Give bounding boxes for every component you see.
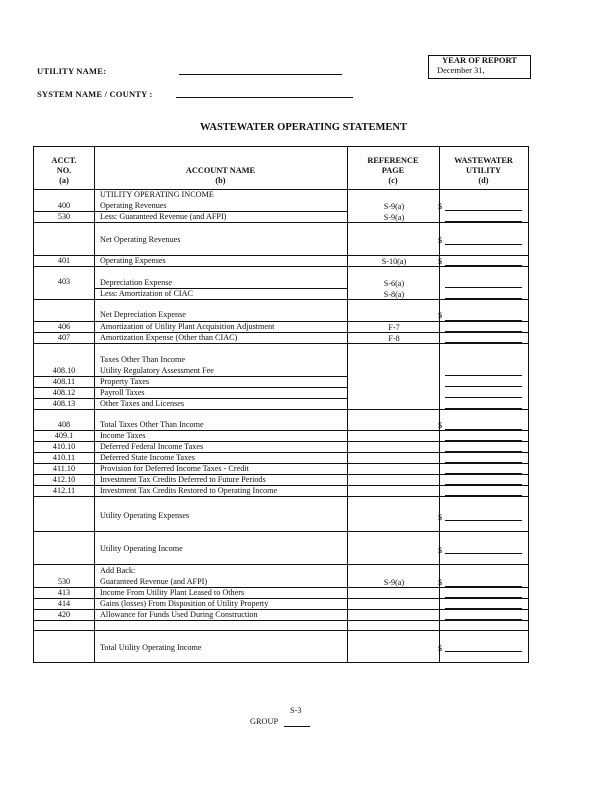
- acct-408: 408: [57, 420, 71, 429]
- value-entry-line[interactable]: [445, 440, 522, 441]
- add-back-heading: Add Back:: [100, 566, 136, 575]
- value-entry-line[interactable]: [445, 619, 522, 620]
- less-amortization-ciac-ref: S-8(a): [383, 290, 405, 299]
- operating-statement-table: [33, 146, 529, 663]
- row-420-name: Allowance for Funds Used During Construction: [100, 610, 258, 619]
- less-amortization-ciac: Less: Amortization of CIAC: [100, 289, 194, 298]
- acct-410-11: 410.11: [52, 453, 76, 462]
- acct-408-13: 408.13: [52, 399, 76, 408]
- value-entry-line[interactable]: [445, 586, 522, 587]
- value-entry-line[interactable]: [445, 473, 522, 474]
- row-530-ref: S-9(a): [383, 213, 405, 222]
- value-entry-line[interactable]: [445, 375, 522, 376]
- dollar-sign: $: [438, 202, 443, 211]
- value-entry-line[interactable]: [445, 451, 522, 452]
- row-408-12-name: Payroll Taxes: [100, 388, 145, 397]
- utility-operating-income: Utility Operating Income: [100, 544, 183, 553]
- value-entry-line[interactable]: [445, 520, 522, 521]
- acct-412-10: 412.10: [52, 475, 76, 484]
- dollar-sign: $: [438, 546, 443, 555]
- net-operating-revenues: Net Operating Revenues: [100, 235, 181, 244]
- acct-530: 530: [57, 212, 71, 221]
- utility-operating-expenses: Utility Operating Expenses: [100, 511, 190, 520]
- value-entry-line[interactable]: [445, 298, 522, 299]
- year-of-report-box: [428, 55, 531, 79]
- value-entry-line[interactable]: [445, 484, 522, 485]
- row-412-10-name: Investment Tax Credits Deferred to Future Periods: [100, 475, 266, 484]
- row-530-add-name: Guaranteed Revenue (and AFPI): [100, 577, 208, 586]
- dollar-sign: $: [438, 513, 443, 522]
- col-divider-a: [94, 147, 95, 662]
- utility-name-field[interactable]: [179, 74, 342, 75]
- row-408-13-name: Other Taxes and Licenses: [100, 399, 185, 408]
- system-name-field[interactable]: [176, 97, 353, 98]
- acct-408-10: 408.10: [52, 366, 76, 375]
- row-401-name: Operating Expenses: [100, 256, 166, 265]
- group-label: GROUP: [250, 717, 279, 726]
- dollar-sign: $: [438, 644, 443, 653]
- value-entry-line[interactable]: [445, 386, 522, 387]
- year-of-report-value: December 31,: [437, 64, 485, 75]
- row-408-10-name: Utility Regulatory Assessment Fee: [100, 366, 214, 375]
- taxes-other-heading: Taxes Other Than Income: [100, 355, 185, 364]
- row-410-11-name: Deferred State Income Taxes: [100, 453, 195, 462]
- row-400-name: Operating Revenues: [100, 201, 167, 210]
- row-408-name: Total Taxes Other Than Income: [100, 420, 204, 429]
- dollar-sign: $: [438, 578, 443, 587]
- acct-408-12: 408.12: [52, 388, 76, 397]
- row-401-ref: S-10(a): [381, 257, 407, 266]
- value-entry-line[interactable]: [445, 651, 522, 652]
- row-530-name: Less: Guaranteed Revenue (and AFPI): [100, 212, 227, 221]
- row-530-add-ref: S-9(a): [383, 578, 405, 587]
- acct-411-10: 411.10: [52, 464, 76, 473]
- dollar-sign: $: [438, 311, 443, 320]
- dollar-sign: $: [438, 236, 443, 245]
- account-name-header: ACCOUNT NAME (b): [185, 166, 256, 185]
- dollar-sign: $: [438, 257, 443, 266]
- total-utility-operating-income: Total Utility Operating Income: [100, 643, 202, 652]
- acct-406: 406: [57, 322, 71, 331]
- reference-header: REFERENCE PAGE (c): [367, 156, 419, 185]
- value-entry-line[interactable]: [445, 210, 522, 211]
- acct-401: 401: [57, 256, 71, 265]
- acct-414: 414: [57, 599, 71, 608]
- acct-410-10: 410.10: [52, 442, 76, 451]
- row-409-1-name: Income Taxes: [100, 431, 146, 440]
- acct-530-add: 530: [57, 577, 71, 586]
- wastewater-header: WASTEWATER UTILITY (d): [454, 156, 513, 185]
- value-entry-line[interactable]: [445, 342, 522, 343]
- value-entry-line[interactable]: [445, 320, 522, 321]
- row-400-ref: S-9(a): [383, 202, 405, 211]
- acct-403: 403: [57, 277, 71, 286]
- row-403-ref: S-6(a): [383, 279, 405, 288]
- row-406-ref: F-7: [388, 323, 400, 332]
- value-entry-line[interactable]: [445, 462, 522, 463]
- row-413-name: Income From Utility Plant Leased to Others: [100, 588, 245, 597]
- row-407-ref: F-8: [388, 334, 400, 343]
- row-412-11-name: Investment Tax Credits Restored to Operating Income: [100, 486, 278, 495]
- value-entry-line[interactable]: [445, 608, 522, 609]
- dollar-sign: $: [438, 421, 443, 430]
- value-entry-line[interactable]: [445, 265, 522, 266]
- row-410-10-name: Deferred Federal Income Taxes: [100, 442, 204, 451]
- section-heading: UTILITY OPERATING INCOME: [100, 190, 214, 199]
- acct-407: 407: [57, 333, 71, 342]
- acct-408-11: 408.11: [52, 377, 76, 386]
- value-entry-line[interactable]: [445, 429, 522, 430]
- row-414-name: Gains (losses) From Disposition of Utility Property: [100, 599, 269, 608]
- value-entry-line[interactable]: [445, 553, 522, 554]
- acct-413: 413: [57, 588, 71, 597]
- row-407-name: Amortization Expense (Other than CIAC): [100, 333, 238, 342]
- value-entry-line[interactable]: [445, 408, 522, 409]
- acct-409-1: 409.1: [54, 431, 74, 440]
- value-entry-line[interactable]: [445, 495, 522, 496]
- row-406-name: Amortization of Utility Plant Acquisition Adjustment: [100, 322, 275, 331]
- acct-400: 400: [57, 201, 71, 210]
- group-field[interactable]: [284, 726, 310, 727]
- value-entry-line[interactable]: [445, 397, 522, 398]
- system-name-label: SYSTEM NAME / COUNTY :: [37, 89, 153, 99]
- value-entry-line[interactable]: [445, 331, 522, 332]
- row-411-10-name: Provision for Deferred Income Taxes - Credit: [100, 464, 249, 473]
- net-depreciation-expense: Net Depreciation Expense: [100, 310, 186, 319]
- year-of-report-label: YEAR OF REPORT: [442, 55, 517, 65]
- value-entry-line[interactable]: [445, 287, 522, 288]
- acct-header: ACCT. NO. (a): [51, 156, 77, 185]
- value-entry-line[interactable]: [445, 221, 522, 222]
- value-entry-line[interactable]: [445, 244, 522, 245]
- page-number: S-3: [290, 706, 302, 715]
- acct-412-11: 412.11: [52, 486, 76, 495]
- row-403-name: Depreciation Expense: [100, 278, 173, 287]
- acct-420: 420: [57, 610, 71, 619]
- page-title: WASTEWATER OPERATING STATEMENT: [200, 122, 407, 133]
- utility-name-label: UTILITY NAME:: [37, 66, 107, 76]
- value-entry-line[interactable]: [445, 597, 522, 598]
- row-408-11-name: Property Taxes: [100, 377, 150, 386]
